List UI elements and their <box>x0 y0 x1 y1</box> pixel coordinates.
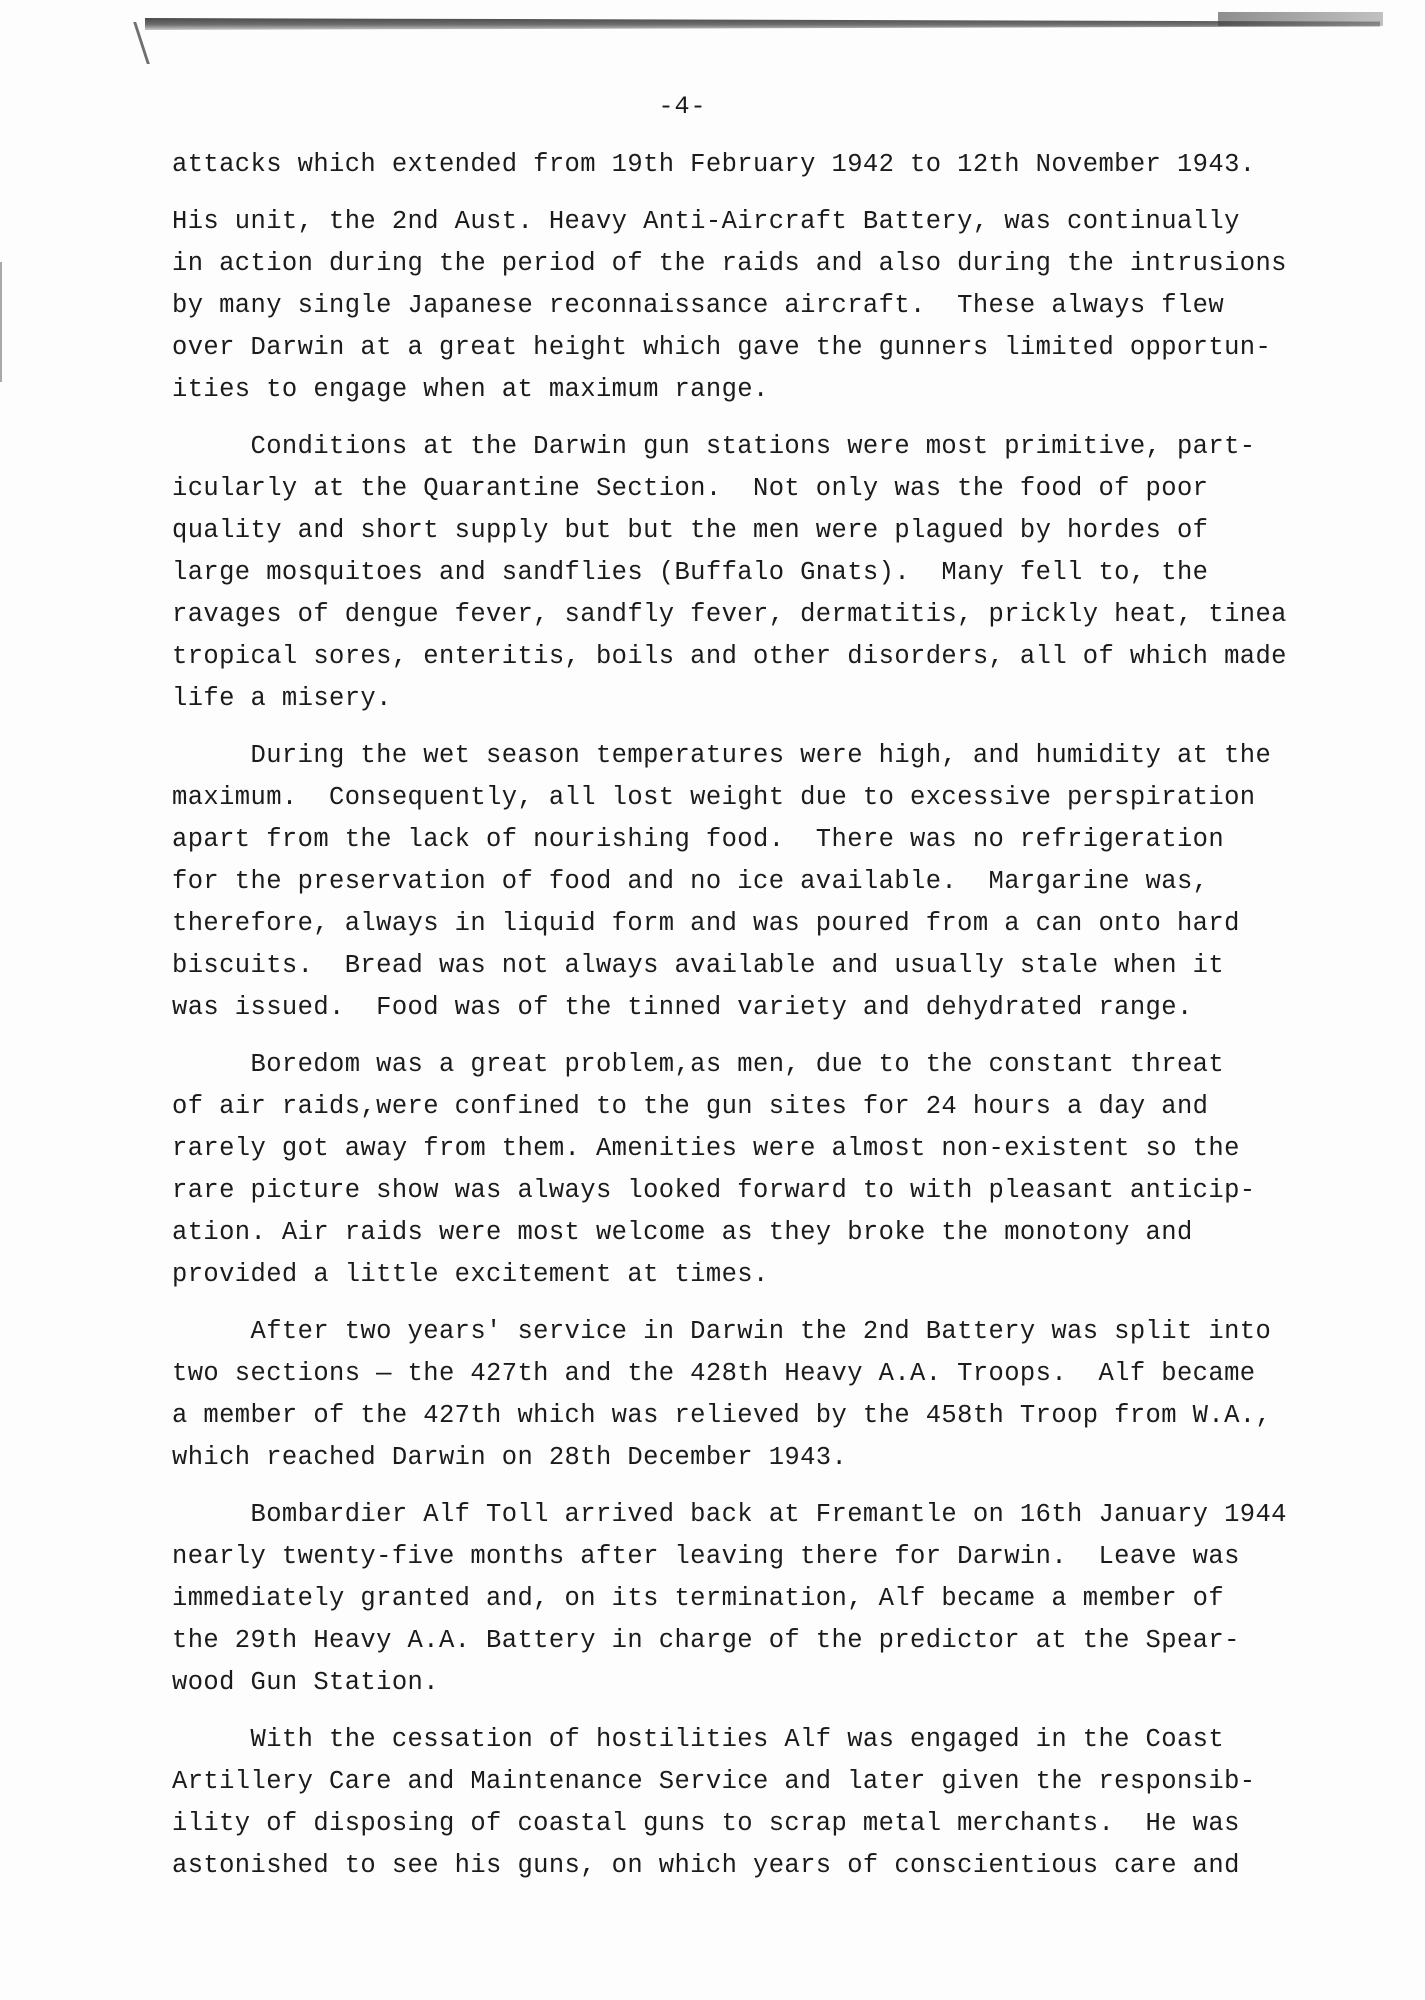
scan-margin-mark <box>0 262 8 382</box>
text-line: ation. Air raids were most welcome as they broke the monotony and <box>172 1218 1193 1247</box>
text-line: Artillery Care and Maintenance Service and later given the responsib- <box>172 1767 1256 1796</box>
text-line: Conditions at the Darwin gun stations were most primitive, part- <box>172 432 1256 461</box>
scan-top-edge <box>145 18 1380 30</box>
text-line: the 29th Heavy A.A. Battery in charge of the predictor at the Spear- <box>172 1626 1240 1655</box>
text-line: maximum. Consequently, all lost weight due to excessive perspiration <box>172 783 1256 812</box>
text-line: quality and short supply but but the men were plagued by hordes of <box>172 516 1209 545</box>
text-line: During the wet season temperatures were high, and humidity at the <box>172 741 1272 770</box>
text-line: in action during the period of the raids and also during the intrusions <box>172 249 1287 278</box>
text-line: His unit, the 2nd Aust. Heavy Anti-Aircraft Battery, was continually <box>172 207 1240 236</box>
paragraph <box>172 1044 1412 1296</box>
text-line: biscuits. Bread was not always available and usually stale when it <box>172 951 1225 980</box>
text-line: With the cessation of hostilities Alf was engaged in the Coast <box>172 1725 1225 1754</box>
page-number: -4- <box>658 92 707 121</box>
text-line: a member of the 427th which was relieved by the 458th Troop from W.A., <box>172 1401 1272 1430</box>
text-line: nearly twenty-five months after leaving there for Darwin. Leave was <box>172 1542 1240 1571</box>
paragraph <box>172 735 1412 1029</box>
text-line: icularly at the Quarantine Section. Not only was the food of poor <box>172 474 1209 503</box>
text-line: wood Gun Station. <box>172 1668 439 1697</box>
text-line: therefore, always in liquid form and was poured from a can onto hard <box>172 909 1240 938</box>
text-line: attacks which extended from 19th February 1942 to 12th November 1943. <box>172 150 1256 179</box>
text-line: apart from the lack of nourishing food. There was no refrigeration <box>172 825 1225 854</box>
text-line: ities to engage when at maximum range. <box>172 375 769 404</box>
body-text <box>172 144 1412 1902</box>
text-line: Boredom was a great problem,as men, due to the constant threat <box>172 1050 1225 1079</box>
text-line: immediately granted and, on its termination, Alf became a member of <box>172 1584 1225 1613</box>
scan-top-edge-right <box>1218 12 1383 26</box>
text-line: ravages of dengue fever, sandfly fever, dermatitis, prickly heat, tinea <box>172 600 1287 629</box>
text-line: rare picture show was always looked forward to with pleasant anticip- <box>172 1176 1256 1205</box>
text-line: over Darwin at a great height which gave the gunners limited opportun- <box>172 333 1272 362</box>
text-line: for the preservation of food and no ice available. Margarine was, <box>172 867 1209 896</box>
text-line: After two years' service in Darwin the 2nd Battery was split into <box>172 1317 1272 1346</box>
text-line: rarely got away from them. Amenities were almost non-existent so the <box>172 1134 1240 1163</box>
text-line: Bombardier Alf Toll arrived back at Fremantle on 16th January 1944 <box>172 1500 1287 1529</box>
text-line: by many single Japanese reconnaissance aircraft. These always flew <box>172 291 1225 320</box>
paragraph <box>172 426 1412 720</box>
paragraph <box>172 1311 1412 1479</box>
text-line: of air raids,were confined to the gun sites for 24 hours a day and <box>172 1092 1209 1121</box>
paragraph <box>172 144 1412 186</box>
text-line: provided a little excitement at times. <box>172 1260 769 1289</box>
text-line: which reached Darwin on 28th December 1943. <box>172 1443 848 1472</box>
paragraph <box>172 1719 1412 1887</box>
text-line: astonished to see his guns, on which years of conscientious care and <box>172 1851 1240 1880</box>
text-line: tropical sores, enteritis, boils and other disorders, all of which made <box>172 642 1287 671</box>
text-line: life a misery. <box>172 684 392 713</box>
text-line: large mosquitoes and sandflies (Buffalo Gnats). Many fell to, the <box>172 558 1209 587</box>
paragraph <box>172 201 1412 411</box>
text-line: was issued. Food was of the tinned variety and dehydrated range. <box>172 993 1193 1022</box>
paragraph <box>172 1494 1412 1704</box>
text-line: two sections — the 427th and the 428th Heavy A.A. Troops. Alf became <box>172 1359 1256 1388</box>
text-line: ility of disposing of coastal guns to scrap metal merchants. He was <box>172 1809 1240 1838</box>
